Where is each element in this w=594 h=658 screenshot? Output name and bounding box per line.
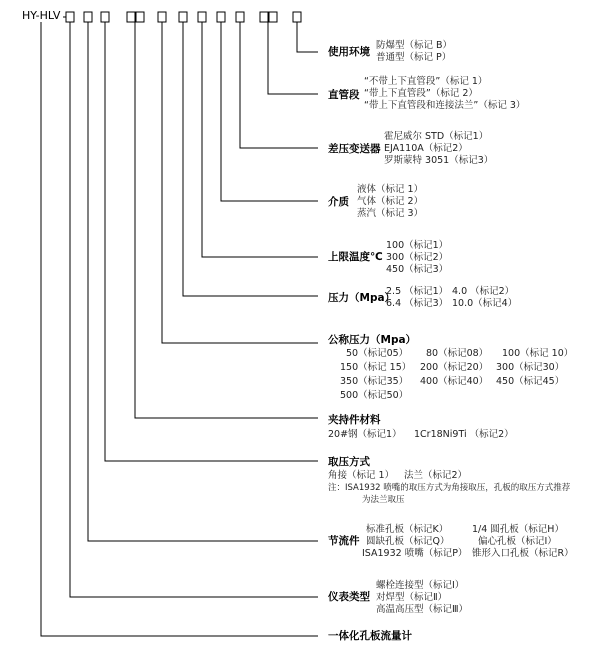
option-nominal-pressure-05: 50（标记05）	[346, 348, 409, 359]
model-prefix: HY-HLV	[22, 9, 61, 22]
option-pressure-3: 6.4 （标记3）	[386, 298, 449, 309]
leader-lines	[41, 17, 318, 636]
option-straight-pipe-1: “不带上下直管段”（标记 1）	[364, 76, 488, 87]
option-medium-1: 液体（标记 1）	[357, 184, 424, 195]
option-temperature-2: 300（标记2）	[386, 252, 449, 263]
option-pressure-tap-1: 角接（标记 1）	[328, 470, 395, 481]
option-nominal-pressure-15: 150（标记 15）	[340, 362, 412, 373]
group-title-pressure: 压力（Mpa）	[328, 292, 396, 304]
option-nominal-pressure-10: 100（标记 10）	[502, 348, 574, 359]
option-meter-type-1: 螺栓连接型（标记Ⅰ）	[376, 580, 465, 591]
option-throttle-h: 1/4 圆孔板（标记H）	[472, 524, 564, 535]
option-clamp-material-1: 20#钢（标记1）	[328, 429, 402, 440]
option-meter-type-3: 高温高压型（标记Ⅲ）	[376, 604, 469, 615]
code-box-nominal-pressure	[158, 12, 166, 22]
option-throttle-r: 锥形入口孔板（标记R）	[472, 548, 574, 559]
leader-medium	[221, 22, 318, 201]
code-box-throttle	[84, 12, 92, 22]
code-box-clamp-material-2	[136, 12, 144, 22]
group-title-medium: 介质	[328, 196, 349, 208]
leader-pressure-tap	[105, 22, 318, 461]
code-box-clamp-material	[127, 12, 135, 22]
option-pressure-1: 2.5 （标记1）	[386, 286, 449, 297]
code-box-dp-transmitter	[236, 12, 244, 22]
group-title-clamp-material: 夹持件材料	[328, 414, 381, 426]
group-title-environment: 使用环境	[328, 46, 370, 58]
group-title-temperature: 上限温度℃	[328, 251, 383, 263]
leader-temperature	[202, 22, 318, 257]
code-box-meter-type	[66, 12, 74, 22]
option-dp-transmitter-3: 罗斯蒙特 3051（标记3）	[384, 155, 494, 166]
option-nominal-pressure-08: 80（标记08）	[426, 348, 489, 359]
option-throttle-p: ISA1932 喷嘴（标记P）	[362, 548, 468, 559]
code-box-pressure-tap	[101, 12, 109, 22]
option-pressure-tap-2: 法兰（标记2）	[404, 470, 468, 481]
option-medium-2: 气体（标记 2）	[357, 196, 424, 207]
leader-straight-pipe	[268, 22, 318, 94]
group-title-throttle: 节流件	[328, 535, 360, 547]
code-box-pressure	[179, 12, 187, 22]
option-nominal-pressure-30: 300（标记30）	[496, 362, 565, 373]
product-name: 一体化孔板流量计	[328, 630, 412, 642]
option-meter-type-2: 对焊型（标记Ⅱ）	[376, 592, 448, 603]
option-throttle-i: 偏心孔板（标记I）	[478, 536, 557, 547]
option-nominal-pressure-50: 500（标记50）	[340, 390, 409, 401]
code-box-straight-pipe-2	[269, 12, 277, 22]
model-boxes	[66, 12, 301, 22]
leader-environment	[297, 22, 318, 52]
group-title-pressure-tap: 取压方式	[328, 456, 370, 468]
code-box-straight-pipe	[260, 12, 268, 22]
leader-product	[41, 22, 318, 636]
leader-meter-type	[70, 22, 318, 597]
option-throttle-k: 标准孔板（标记K）	[366, 524, 449, 535]
option-environment-p: 普通型（标记 P）	[376, 52, 452, 63]
code-box-temperature	[198, 12, 206, 22]
leader-throttle	[88, 22, 318, 541]
option-nominal-pressure-40: 400（标记40）	[420, 376, 489, 387]
option-temperature-1: 100（标记1）	[386, 240, 449, 251]
group-title-dp-transmitter: 差压变送器	[328, 143, 381, 155]
option-pressure-2: 4.0 （标记2）	[452, 286, 515, 297]
pressure-tap-note-line-2: 为法兰取压	[362, 495, 405, 505]
code-box-environment	[293, 12, 301, 22]
option-straight-pipe-2: “带上下直管段”（标记 2）	[364, 88, 478, 99]
option-nominal-pressure-35: 350（标记35）	[340, 376, 409, 387]
leader-pressure	[183, 22, 318, 296]
option-pressure-4: 10.0（标记4）	[452, 298, 518, 309]
option-medium-3: 蒸汽（标记 3）	[357, 208, 424, 219]
option-nominal-pressure-20: 200（标记20）	[420, 362, 489, 373]
pressure-tap-note-line-1: 注：ISA1932 喷嘴的取压方式为角接取压，孔板的取压方式推荐	[328, 483, 571, 493]
code-box-medium	[217, 12, 225, 22]
option-nominal-pressure-45: 450（标记45）	[496, 376, 565, 387]
option-clamp-material-2: 1Cr18Ni9Ti （标记2）	[414, 429, 514, 440]
group-title-straight-pipe: 直管段	[328, 89, 360, 101]
option-throttle-q: 圆缺孔板（标记Q）	[366, 536, 450, 547]
option-dp-transmitter-1: 霍尼威尔 STD（标记1）	[384, 131, 489, 142]
group-title-nominal-pressure: 公称压力（Mpa）	[328, 334, 417, 346]
group-title-meter-type: 仪表类型	[328, 591, 370, 603]
leader-dp-transmitter	[240, 22, 318, 148]
option-temperature-3: 450（标记3）	[386, 264, 449, 275]
option-straight-pipe-3: “带上下直管段和连接法兰”（标记 3）	[364, 100, 526, 111]
option-dp-transmitter-2: EJA110A（标记2）	[384, 143, 468, 154]
option-environment-b: 防爆型（标记 B）	[376, 40, 453, 51]
